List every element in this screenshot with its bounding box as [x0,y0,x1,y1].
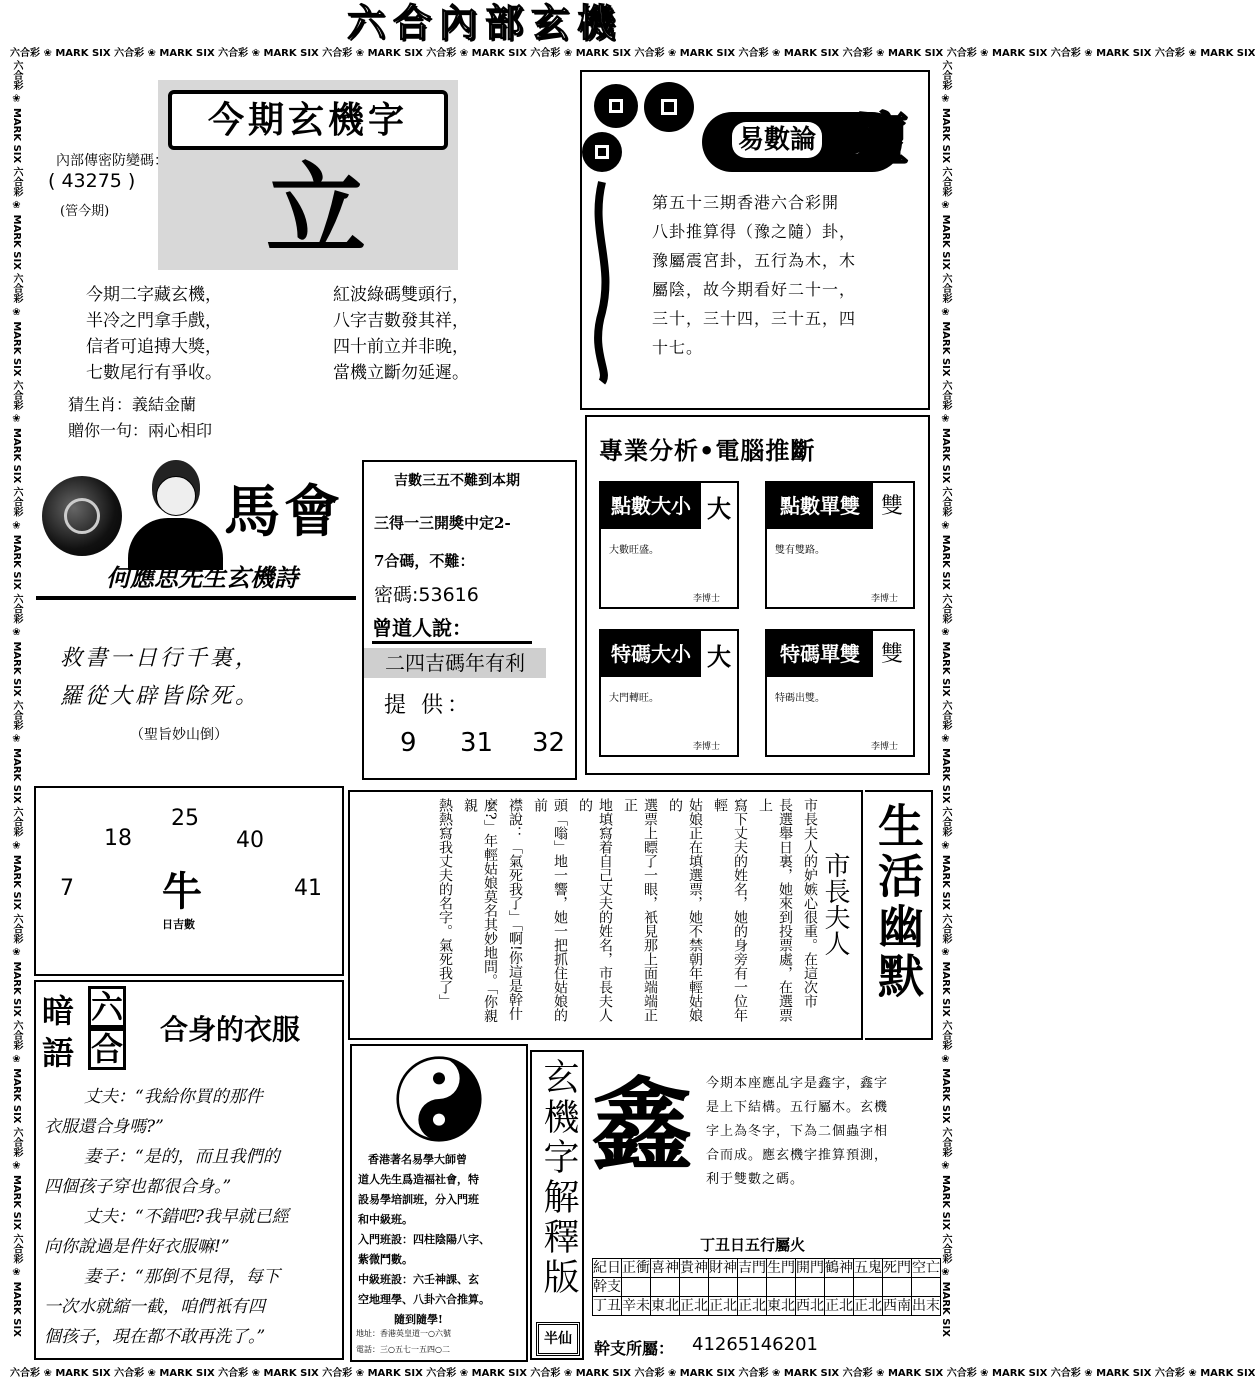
lucky-numbers-box [34,786,344,976]
tips-code: 密碼:53616 [374,584,479,606]
poem-left [86,282,222,386]
analysis-card-value: 雙 [881,642,904,667]
poem-left-line: 七數尾行有爭收。 [86,363,222,383]
ganzhi-label: 幹支所屬： [594,1339,675,1358]
humor-section-title: 生活幽默 [871,802,925,1002]
yishu-line: 三十，三十四，三十五，四 [652,309,857,328]
calendar-head-cell [883,1278,912,1297]
tips-number: 9 [400,728,417,758]
analysis-card-desc: 雙有雙路。 [775,545,825,556]
poem-left-line: 今期二字藏玄機， [86,285,222,305]
tips-zeng: 曾道人說： [372,612,532,644]
mahui-poem-line: 羅從大辟皆除死。 [60,684,261,709]
hidden-body [44,1082,339,1352]
analysis-card-author: 李博士 [693,594,721,604]
master-line: 香港著名易學大師曾 [368,1153,467,1166]
humor-column: 地填寫着自己丈夫的姓名，市長夫人的 [577,798,613,1022]
lucky-number: 18 [104,826,132,851]
poem-right-line: 八字吉數發其祥， [333,311,469,331]
analysis-card-value: 大 [707,495,731,523]
tips-provide-label: 提 供： [384,693,473,718]
tips-lucky: 二四吉碼年有利 [364,648,546,678]
master-line: 入門班設：四柱陰陽八字、 [358,1233,490,1246]
hidden-line: 衣服還合身嗎?” [44,1117,164,1137]
master-phone: 電話：三○五七一五四○二 [356,1345,450,1354]
calendar-cell: 丁丑 [593,1298,621,1314]
page-title: 六合內部玄機 [346,0,623,45]
analysis-card-author: 李博士 [693,742,721,752]
gift-line: 贈你一句：兩心相印 [68,421,213,440]
mahui-section [36,458,356,608]
humor-title-box [865,790,933,1040]
humor-column: 選票上瞟了一眼，衹見那上面端端正正 [622,798,658,1022]
calendar-head-cell [738,1278,767,1297]
calendar-head-cell: 開門 [796,1260,824,1276]
guess-zodiac: 猜生肖：義結金蘭 [68,395,197,414]
analysis-box [585,415,930,775]
hidden-line: 向你說過是件好衣服嘛!” [44,1237,230,1257]
calendar-head-cell [767,1278,796,1297]
xuanji-big-char: 立 [266,151,366,269]
xuanji-banner [168,90,448,150]
lucky-number: 25 [171,806,199,831]
lucky-number: 7 [60,876,74,901]
calendar-head-cell: 鶴神 [825,1260,853,1276]
calendar-cell: 東北 [651,1298,679,1314]
hidden-line: 妻子：“那倒不見得，每下 [84,1267,280,1287]
calendar-head-cell [796,1278,825,1297]
poem-right-line: 當機立斷勿延遲。 [333,363,469,383]
master-body [358,1150,526,1330]
calendar-title: 丁丑日五行屬火 [700,1236,806,1254]
calendar-cell: 西北 [796,1298,824,1314]
xuanji-banner-title: 今期玄機字 [207,99,408,141]
calendar-cell: 正北 [738,1298,766,1314]
humor-column: 市長夫人的妒嫉心很重。在這次市 [802,798,818,1008]
explain-big-char: 鑫 [592,1066,692,1184]
mark-six-strip-left: 六合彩 ❀ MARK SIX 六合彩 ❀ MARK SIX 六合彩 ❀ MARK SIX 六合彩 ❀ MARK SIX 六合彩 ❀ MARK SIX 六合彩 ❀ MARK SIX 六合彩 ❀ MARK SIX 六合彩 ❀ MARK SIX 六合彩 ❀ MARK SIX 六合彩 ❀ MARK SIX 六合彩 ❀ MARK SIX 六合彩 ❀ MARK SIX [11,60,22,1337]
calendar-head-cell [912,1278,941,1297]
calendar-head-cell: 五鬼 [854,1260,882,1276]
calendar-cell: 東北 [767,1298,795,1314]
yin-yang-icon [396,1056,482,1142]
mahui-name: 馬會 [224,479,344,545]
yishu-section [580,70,930,410]
humor-column: 襟說：「氣死我了」「啊!你這是幹什 [507,798,523,1021]
poem-right [333,282,469,386]
hidden-badge-char: 六 [88,986,126,1028]
analysis-card-label: 點數單雙 [767,483,873,529]
calendar-head-row [593,1259,941,1278]
calendar-cell: 正北 [825,1298,853,1314]
calendar-head-cell: 喜神 [651,1260,679,1276]
humor-column: 頭「嗡」地一響，她一把抓住姑娘的前 [532,798,568,1022]
analysis-card-value: 雙 [881,494,904,519]
hidden-line: 個孩子，現在都不敢再洗了。” [44,1327,266,1347]
lucky-number: 41 [294,876,322,901]
poem-left-line: 半冷之門拿手戲， [86,311,222,331]
analysis-card-author: 李博士 [871,742,899,752]
hidden-line: 四個孩子穿也都很合身。” [44,1177,232,1197]
hidden-badge-char: 語 [42,1034,75,1072]
humor-column: 姑娘正在填選票，她不禁朝年輕姑娘的 [667,798,703,1022]
poem-right-line: 四十前立并非晚， [333,337,469,357]
calendar-head-cell: 生門 [767,1260,795,1276]
calendar-head-cell: 紀日 [593,1260,621,1276]
mahui-poem [60,640,350,716]
calendar-table [592,1258,941,1316]
humor-story-title: 市長夫人 [820,852,850,956]
lucky-center-char: 牛 [162,868,202,915]
humor-columns [400,798,820,1034]
hidden-badge-char: 暗 [42,992,75,1030]
explain-title-box [530,1050,584,1360]
master-line: 道人先生爲造福社會，特 [358,1173,479,1186]
tips-number: 32 [532,728,566,758]
analysis-card [599,629,739,757]
calendar-head-row-2 [593,1278,941,1297]
master-box [350,1044,528,1362]
calendar-cell: 出末 [912,1298,940,1314]
analysis-card-value: 大 [707,643,731,671]
mark-six-strip-right: 六合彩 ❀ MARK SIX 六合彩 ❀ MARK SIX 六合彩 ❀ MARK SIX 六合彩 ❀ MARK SIX 六合彩 ❀ MARK SIX 六合彩 ❀ MARK SIX 六合彩 ❀ MARK SIX 六合彩 ❀ MARK SIX 六合彩 ❀ MARK SIX 六合彩 ❀ MARK SIX 六合彩 ❀ MARK SIX 六合彩 ❀ MARK SIX [940,60,951,1337]
yishu-title-big: 壇 [852,107,908,173]
hidden-badge-char: 合 [88,1028,126,1070]
analysis-card-label: 特碼大小 [601,631,701,677]
master-line: 和中級班。 [358,1213,413,1226]
humor-box [348,790,863,1040]
calendar-cell: 正北 [680,1298,708,1314]
calendar-head-cell: 幹支 [593,1279,621,1295]
mahui-poem-line: 救書一日行千裏， [60,646,261,671]
ribbon-icon [590,182,614,382]
calendar-head-cell [680,1278,709,1297]
explain-line: 合而成。應玄機字推算預測， [706,1148,889,1163]
jockey-club-logo [42,476,122,556]
mahui-source: （聖旨妙山倒） [130,727,228,743]
lucky-center-label: 日吉數 [162,918,195,931]
master-line: 設易學培訓班，分入門班 [358,1193,479,1206]
ganzhi-value: 41265146201 [692,1334,818,1355]
analysis-card-author: 李博士 [871,594,899,604]
explain-line: 字上為冬字，下為二個蟲字相 [706,1124,889,1139]
tips-box [362,460,577,780]
calendar-head-cell: 空亡 [912,1260,940,1276]
calendar-head-cell [622,1278,651,1297]
hidden-language-box [34,980,344,1360]
hidden-title: 合身的衣服 [160,1013,301,1046]
humor-column: 熱熱寫我丈夫的名字。氣死我了」 [437,798,453,1008]
calendar-cell: 辛未 [622,1298,650,1314]
master-line: 中級班設：六壬神課、玄 [358,1273,479,1286]
yishu-line: 十七。 [652,338,704,357]
analysis-card-desc: 特碼出雙。 [775,693,825,704]
secret-note: (管今期) [60,204,110,219]
calendar-head-cell: 貴神 [680,1260,708,1276]
mahui-subtitle: 何應思先生玄機詩 [106,563,298,592]
tips-number: 31 [460,728,494,758]
yishu-line: 屬陰，故今期看好二十一， [652,280,857,299]
mahui-underline [36,596,356,600]
yishu-body [652,188,922,362]
poem-left-line: 信者可追搏大獎， [86,337,222,357]
tips-line-2: 三得一三開獎中定2- [374,514,511,532]
lucky-number: 40 [236,828,264,853]
calendar-cell: 西南 [883,1298,911,1314]
hidden-line: 丈夫：“我給你買的那件 [84,1087,263,1107]
tips-line-3: 7合碼，不難： [374,552,475,570]
coin-icon [644,82,694,132]
coin-icon [594,84,638,128]
coin-icon [582,132,622,172]
explain-vertical-title: 玄機字解釋版 [538,1058,579,1298]
calendar-cell: 正北 [709,1298,737,1314]
hidden-badge [40,986,132,1070]
secret-code: ( 43275 ) [48,170,136,192]
poem-right-line: 紅波綠碼雙頭行， [333,285,469,305]
calendar-head-cell: 吉門 [738,1260,766,1276]
humor-column: 寫下丈夫的姓名，她的身旁有一位年輕 [712,798,748,1022]
tips-line-1: 吉數三五不難到本期 [394,473,520,489]
yishu-line: 第五十三期香港六合彩開 [652,193,840,212]
calendar-head-cell [651,1278,680,1297]
explain-seal: 半仙 [536,1322,580,1356]
analysis-card-desc: 大門轉旺。 [609,693,659,704]
yishu-line: 八卦推算得（豫之隨）卦， [652,222,857,241]
calendar-cell: 正北 [854,1298,882,1314]
calendar-head-cell [825,1278,854,1297]
hidden-line: 丈夫：“不錯吧?我早就已經 [84,1207,289,1227]
explain-line: 今期本座應乩字是鑫字，鑫字 [706,1076,889,1091]
calendar-head-cell [709,1278,738,1297]
avatar [128,460,223,570]
calendar-head-cell: 正衝 [622,1260,650,1276]
calendar-head-cell: 死門 [883,1260,911,1276]
analysis-title: 專業分析•電腦推斷 [599,437,816,465]
humor-column: 麼?」年輕姑娘莫名其妙地問。「你親親 [462,798,498,1023]
secret-label: 內部傳密防變碼： [56,153,168,169]
analysis-card [599,481,739,609]
yishu-line: 豫屬震宮卦，五行為木，木 [652,251,857,270]
explain-line: 利于雙數之碼。 [706,1172,805,1187]
hidden-line: 一次水就縮一截，咱們衹有四 [44,1297,265,1317]
explain-text [706,1072,934,1192]
mark-six-strip-bottom: 六合彩 ❀ MARK SIX 六合彩 ❀ MARK SIX 六合彩 ❀ MARK SIX 六合彩 ❀ MARK SIX 六合彩 ❀ MARK SIX 六合彩 ❀ MARK SIX 六合彩 ❀ MARK SIX 六合彩 ❀ MARK SIX 六合彩 ❀ MARK SIX 六合彩 ❀ MARK SIX 六合彩 ❀ MARK SIX 六合彩 ❀ MARK SIX [10,1368,1255,1379]
analysis-card [765,481,915,609]
master-line: 空地理學、八卦六合推算。 [358,1293,490,1306]
calendar-head-cell [854,1278,883,1297]
mark-six-strip-top: 六合彩 ❀ MARK SIX 六合彩 ❀ MARK SIX 六合彩 ❀ MARK SIX 六合彩 ❀ MARK SIX 六合彩 ❀ MARK SIX 六合彩 ❀ MARK SIX 六合彩 ❀ MARK SIX 六合彩 ❀ MARK SIX 六合彩 ❀ MARK SIX 六合彩 ❀ MARK SIX 六合彩 ❀ MARK SIX 六合彩 ❀ MARK SIX [10,48,1255,59]
analysis-card-label: 特碼單雙 [767,631,873,677]
humor-column: 長選舉日裏，她來到投票處，在選票上 [757,798,793,1022]
calendar-value-row [593,1297,941,1316]
explain-line: 是上下結構。五行屬木。玄機 [706,1100,889,1115]
master-line: 紫微鬥數。 [358,1253,413,1266]
master-address: 地址：香港英皇道一○六號 [356,1329,451,1338]
yishu-title-small: 易數論 [732,122,822,158]
calendar-head-cell: 財神 [709,1260,737,1276]
hidden-line: 妻子：“是的，而且我們的 [84,1147,280,1167]
analysis-card [765,629,915,757]
analysis-card-desc: 大數旺盛。 [609,545,659,556]
xuanji-section [38,70,573,450]
analysis-card-label: 點數大小 [601,483,701,529]
master-line: 隨到隨學! [394,1313,443,1326]
